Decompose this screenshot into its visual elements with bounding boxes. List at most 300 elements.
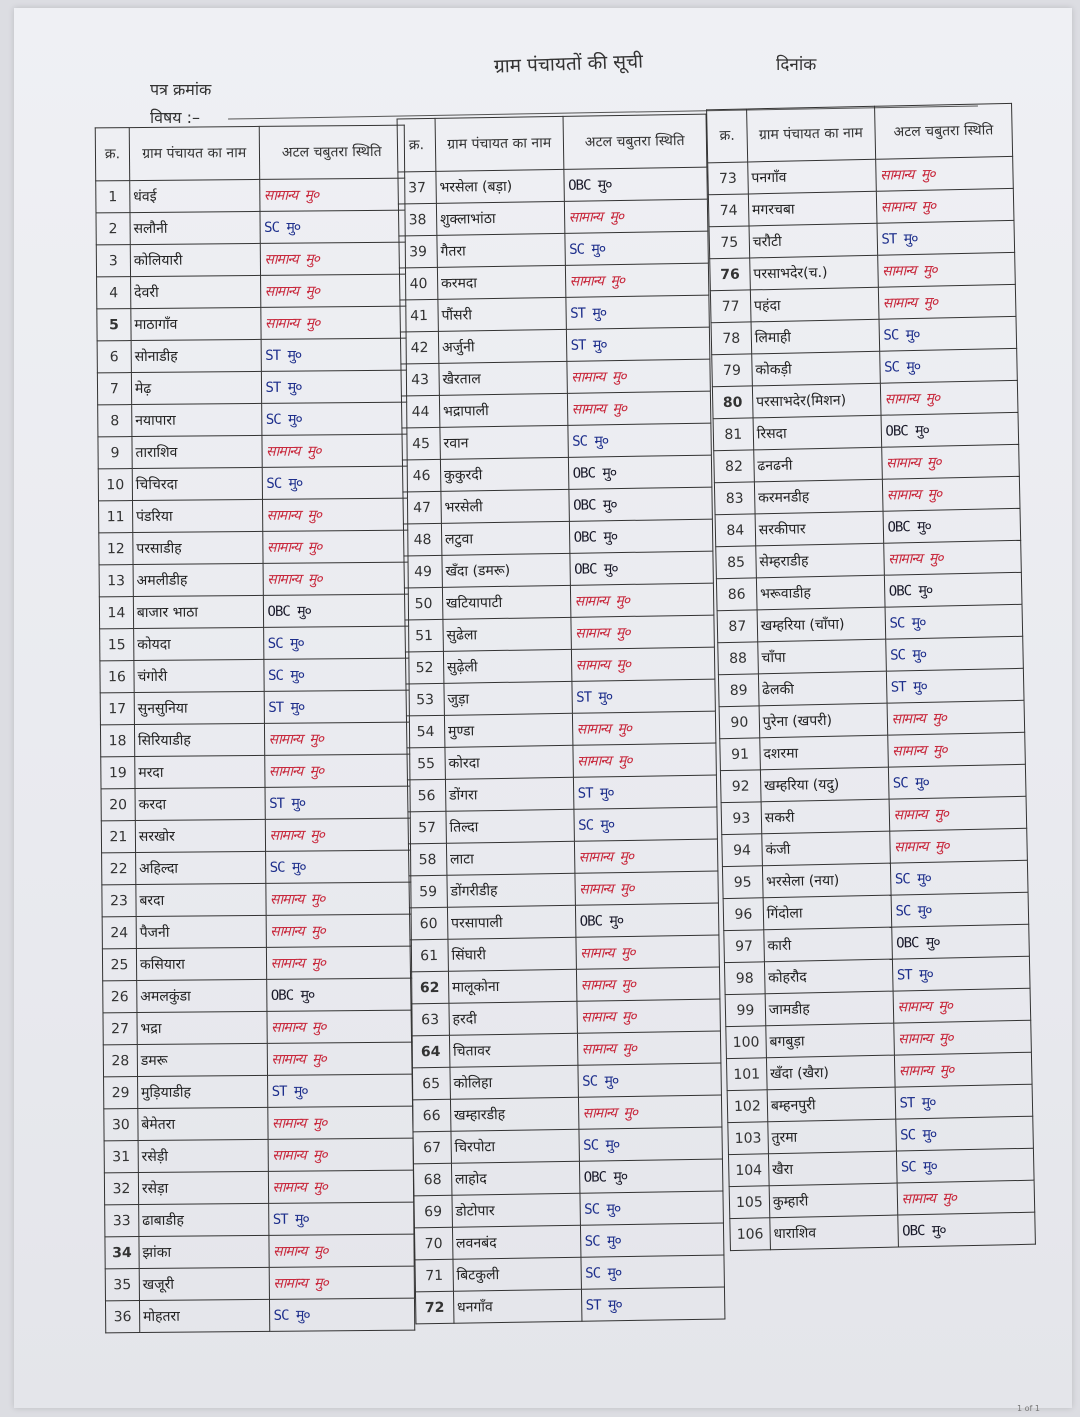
status-cell: SC मु० [261, 402, 407, 435]
status-cell: SC मु० [890, 860, 1028, 895]
status-cell: सामान्य मु० [578, 1095, 722, 1129]
status-cell: सामान्य मु० [887, 700, 1025, 735]
serial-cell: 35 [105, 1269, 139, 1301]
serial-cell: 87 [717, 610, 758, 643]
status-cell: SC मु० [567, 423, 711, 457]
panchayat-name-cell: लवनबंद [452, 1225, 580, 1259]
table-row [401, 359, 710, 396]
status-cell: OBC मु० [884, 572, 1022, 607]
panchayat-name-cell: भद्रा [137, 1011, 267, 1044]
serial-cell: 26 [103, 981, 137, 1013]
panchayat-name-cell: परसाडीह [133, 531, 263, 564]
panchayat-name-cell: भरसेला (बड़ा) [436, 169, 564, 203]
panchayat-name-cell: सिंघारी [448, 937, 576, 971]
panchayat-name-cell: खम्हरिया (चाँपा) [757, 607, 885, 642]
status-cell: ST मु० [892, 956, 1030, 991]
status-cell: ST मु० [566, 327, 710, 361]
status-cell: सामान्य मु० [266, 1010, 412, 1043]
panchayat-name-cell: मरदा [135, 755, 265, 788]
status-cell: सामान्य मु० [889, 796, 1027, 831]
table-row [415, 1255, 724, 1292]
panchayat-name-cell: मुड़ियाडीह [137, 1075, 267, 1108]
panchayat-name-cell: खम्हारडीह [450, 1097, 578, 1131]
table-row [100, 626, 409, 661]
panchayat-name-cell: डोंगरा [445, 777, 573, 811]
serial-cell: 31 [104, 1141, 138, 1173]
name-header: ग्राम पंचायत का नाम [129, 126, 259, 180]
panchayat-name-cell: माठागाँव [131, 307, 261, 340]
status-cell: SC मु० [269, 1298, 415, 1331]
status-cell: सामान्य मु० [893, 1020, 1031, 1055]
table-row [105, 1298, 414, 1333]
table-row [99, 498, 408, 533]
table-row [102, 850, 411, 885]
panchayat-name-cell: कोकड़ी [752, 351, 880, 386]
panchayat-name-cell: भरसेली [441, 489, 569, 523]
panchayat-name-cell: बेमेतरा [138, 1107, 268, 1140]
name-header: ग्राम पंचायत का नाम [435, 116, 563, 171]
serial-cell: 8 [98, 405, 132, 437]
serial-cell: 68 [413, 1163, 451, 1196]
table-row [103, 978, 412, 1013]
serial-cell: 21 [101, 821, 135, 853]
table-row [400, 327, 709, 364]
table-row [404, 583, 713, 620]
panchayat-name-cell: लाटा [446, 841, 574, 875]
status-cell: ST मु० [261, 370, 407, 403]
panchayat-name-cell: मगरचबा [748, 191, 876, 226]
status-cell: सामान्य मु० [268, 1138, 414, 1171]
table-row [105, 1234, 414, 1269]
status-cell: सामान्य मु० [576, 967, 720, 1001]
serial-cell: 62 [410, 971, 448, 1004]
panchayat-table-2 [397, 114, 726, 1325]
serial-cell: 45 [402, 427, 440, 460]
table-row [97, 274, 406, 309]
serial-cell: 4 [97, 277, 131, 309]
table-row [410, 935, 719, 972]
status-cell: सामान्य मु० [267, 1042, 413, 1075]
serial-cell: 19 [101, 757, 135, 789]
serial-cell: 81 [713, 418, 754, 451]
table-row [97, 306, 406, 341]
status-cell: सामान्य मु० [875, 156, 1013, 191]
serial-cell: 16 [100, 661, 134, 693]
table-row [411, 1031, 720, 1068]
table-row [407, 743, 716, 780]
status-cell: SC मु० [891, 892, 1029, 927]
table-row [398, 199, 707, 236]
status-cell: सामान्य मु० [877, 252, 1015, 287]
serial-cell: 99 [725, 994, 766, 1027]
panchayat-name-cell: करमनडीह [754, 479, 882, 514]
status-cell: ST मु० [264, 690, 410, 723]
serial-cell: 3 [96, 245, 130, 277]
table-row [100, 690, 409, 725]
panchayat-name-cell: सुढेला [443, 617, 571, 651]
panchayat-name-cell: गिंदोला [763, 895, 891, 930]
table-row [102, 946, 411, 981]
status-cell: सामान्य मु० [570, 583, 714, 617]
table-row [105, 1202, 414, 1237]
status-cell: OBC मु० [568, 455, 712, 489]
serial-cell: 106 [730, 1218, 771, 1251]
status-cell: सामान्य मु० [570, 615, 714, 649]
panchayat-name-cell: चितावर [449, 1033, 577, 1067]
serial-cell: 55 [407, 747, 445, 780]
panchayat-name-cell: भद्रापाली [439, 393, 567, 427]
table-row [409, 903, 718, 940]
serial-cell: 43 [401, 363, 439, 396]
table-row [399, 263, 708, 300]
table-row [105, 1266, 414, 1301]
table-row [98, 434, 407, 469]
panchayat-table-3 [706, 103, 1036, 1251]
status-cell: सामान्य मु० [894, 1052, 1032, 1087]
status-cell: सामान्य मु० [566, 359, 710, 393]
status-cell: SC मु० [580, 1255, 724, 1289]
serial-cell: 34 [105, 1237, 139, 1269]
table-row [730, 1212, 1036, 1250]
status-cell: SC मु० [888, 764, 1026, 799]
serial-cell: 20 [101, 789, 135, 821]
panchayat-name-cell: मेढ़ [131, 371, 261, 404]
table-row [412, 1095, 721, 1132]
panchayat-name-cell: रिसदा [753, 415, 881, 450]
table-row [408, 839, 717, 876]
status-cell: OBC मु० [575, 903, 719, 937]
serial-cell: 91 [720, 738, 761, 771]
table-row [399, 231, 708, 268]
status-cell: सामान्य मु० [880, 380, 1018, 415]
status-cell: सामान्य मु० [882, 476, 1020, 511]
panchayat-name-cell: कसियारा [136, 947, 266, 980]
serial-cell: 44 [401, 395, 439, 428]
table-row [406, 711, 715, 748]
table-row [414, 1223, 723, 1260]
panchayat-name-cell: डमरू [137, 1043, 267, 1076]
table-row [413, 1127, 722, 1164]
panchayat-name-cell: तुरमा [768, 1119, 896, 1154]
panchayat-name-cell: रसेड़ा [138, 1171, 268, 1204]
status-cell: सामान्य मु० [575, 935, 719, 969]
panchayat-name-cell: बाजार भाठा [133, 595, 263, 628]
status-header: अटल चबुतरा स्थिति [259, 125, 405, 179]
serial-cell: 29 [104, 1077, 138, 1109]
status-cell: सामान्य मु० [881, 444, 1019, 479]
serial-cell: 82 [714, 450, 755, 483]
panchayat-name-cell: मोहतरा [139, 1299, 269, 1332]
panchayat-name-cell: धनगाँव [453, 1289, 581, 1323]
table-row [402, 423, 711, 460]
serial-cell: 64 [411, 1035, 449, 1068]
serial-cell: 67 [413, 1131, 451, 1164]
serial-cell: 40 [399, 267, 437, 300]
serial-cell: 103 [728, 1122, 769, 1155]
panchayat-name-cell: कुम्हारी [769, 1183, 897, 1218]
serial-cell: 104 [728, 1154, 769, 1187]
panchayat-name-cell: लिमाही [751, 319, 879, 354]
panchayat-name-cell: दशरमा [760, 735, 888, 770]
panchayat-name-cell: रवान [440, 425, 568, 459]
status-cell: सामान्य मु० [567, 391, 711, 425]
table-row [104, 1138, 413, 1173]
serial-cell: 95 [722, 866, 763, 899]
serial-cell: 59 [409, 875, 447, 908]
table-row [103, 1042, 412, 1077]
serial-cell: 25 [102, 949, 136, 981]
status-cell: SC मु० [573, 807, 717, 841]
status-cell: OBC मु० [568, 487, 712, 521]
status-cell: सामान्य मु० [261, 434, 407, 467]
serial-cell: 28 [103, 1045, 137, 1077]
panchayat-name-cell: देवरी [130, 275, 260, 308]
serial-header: क्र. [707, 109, 748, 163]
table-row [104, 1106, 413, 1141]
status-cell: सामान्य मु० [572, 743, 716, 777]
serial-cell: 51 [405, 619, 443, 652]
table-row [405, 615, 714, 652]
serial-cell: 41 [400, 299, 438, 332]
serial-cell: 14 [99, 597, 133, 629]
serial-cell: 70 [414, 1227, 452, 1260]
panchayat-name-cell: गैतरा [437, 233, 565, 267]
status-cell: सामान्य मु० [267, 1106, 413, 1139]
serial-cell: 13 [99, 565, 133, 597]
status-cell: सामान्य मु० [571, 647, 715, 681]
panchayat-name-cell: चरौटी [749, 223, 877, 258]
serial-cell: 93 [721, 802, 762, 835]
status-cell: SC मु० [263, 658, 409, 691]
table-row [403, 487, 712, 524]
panchayat-name-cell: अमलीडीह [133, 563, 263, 596]
panchayat-name-cell: भरूवाडीह [756, 575, 884, 610]
table-row [407, 775, 716, 812]
table-row [98, 466, 407, 501]
panchayat-name-cell: लटुवा [441, 521, 569, 555]
status-cell: OBC मु० [891, 924, 1029, 959]
status-cell: सामान्य मु० [268, 1170, 414, 1203]
status-cell: सामान्य मु० [564, 199, 708, 233]
serial-cell: 73 [708, 162, 749, 195]
serial-cell: 61 [410, 939, 448, 972]
serial-cell: 1 [96, 181, 130, 213]
status-cell: सामान्य मु० [262, 530, 408, 563]
panchayat-name-cell: कोहरौद [764, 959, 892, 994]
serial-header: क्र. [95, 128, 129, 181]
panchayat-name-cell: ढेलकी [758, 671, 886, 706]
serial-cell: 6 [97, 341, 131, 373]
serial-cell: 100 [726, 1026, 767, 1059]
serial-cell: 69 [414, 1195, 452, 1228]
status-header: अटल चबुतरा स्थिति [563, 114, 707, 169]
table-row [100, 658, 409, 693]
status-cell: सामान्य मु० [897, 1180, 1035, 1215]
panchayat-name-cell: सकरी [761, 799, 889, 834]
panchayat-name-cell: खटियापाटी [442, 585, 570, 619]
panchayat-name-cell: खजूरी [139, 1267, 269, 1300]
serial-cell: 76 [710, 258, 751, 291]
serial-cell: 80 [712, 386, 753, 419]
panchayat-name-cell: पहंदा [750, 287, 878, 322]
panchayat-name-cell: कुकुरदी [440, 457, 568, 491]
serial-cell: 98 [724, 962, 765, 995]
status-cell: SC मु० [259, 210, 405, 243]
serial-cell: 9 [98, 437, 132, 469]
panchayat-name-cell: नयापारा [132, 403, 262, 436]
status-cell: सामान्य मु० [889, 828, 1027, 863]
status-cell: सामान्य मु० [574, 871, 718, 905]
serial-cell: 37 [398, 171, 436, 204]
serial-cell: 50 [404, 587, 442, 620]
status-cell: सामान्य मु० [260, 274, 406, 307]
status-cell: ST मु० [261, 338, 407, 371]
panchayat-name-cell: सरखोर [135, 819, 265, 852]
serial-header: क्र. [397, 118, 436, 172]
panchayat-name-cell: डोटोपार [452, 1193, 580, 1227]
serial-cell: 38 [398, 203, 436, 236]
panchayat-name-cell: सेम्हराडीह [756, 543, 884, 578]
serial-cell: 102 [727, 1090, 768, 1123]
table-row [411, 999, 720, 1036]
status-cell: SC मु० [265, 850, 411, 883]
table-row [96, 178, 405, 213]
status-cell: सामान्य मु० [572, 711, 716, 745]
serial-cell: 77 [710, 290, 751, 323]
serial-cell: 101 [726, 1058, 767, 1091]
panchayat-name-cell: करदा [135, 787, 265, 820]
panchayat-name-cell: कोलिहा [450, 1065, 578, 1099]
status-cell: SC मु० [896, 1148, 1034, 1183]
serial-cell: 33 [105, 1205, 139, 1237]
panchayat-name-cell: अमलकुंडा [137, 979, 267, 1012]
status-cell: ST मु० [268, 1202, 414, 1235]
serial-cell: 78 [711, 322, 752, 355]
date-label: दिनांक [776, 55, 817, 75]
panchayat-name-cell: अर्जुनी [438, 329, 566, 363]
table-row [96, 210, 405, 245]
serial-cell: 49 [404, 555, 442, 588]
panchayat-name-cell: कोलियारी [130, 243, 260, 276]
page-number: 1 of 1 [1017, 1404, 1040, 1413]
panchayat-name-cell: पंडरिया [132, 499, 262, 532]
panchayat-name-cell: परसापाली [447, 905, 575, 939]
serial-cell: 56 [407, 779, 445, 812]
status-cell: SC मु० [577, 1063, 721, 1097]
serial-cell: 58 [408, 843, 446, 876]
status-cell: OBC मु० [881, 412, 1019, 447]
serial-cell: 66 [412, 1099, 450, 1132]
serial-cell: 85 [716, 546, 757, 579]
serial-cell: 52 [405, 651, 443, 684]
status-cell: सामान्य मु० [266, 946, 412, 979]
table-row [410, 967, 719, 1004]
status-cell: ST मु० [565, 295, 709, 329]
serial-cell: 32 [104, 1173, 138, 1205]
table-row [409, 871, 718, 908]
panchayat-name-cell: लाहोद [451, 1161, 579, 1195]
serial-cell: 86 [716, 578, 757, 611]
serial-cell: 54 [406, 715, 444, 748]
status-cell: SC मु० [879, 348, 1017, 383]
panchayat-name-cell: जामडीह [765, 991, 893, 1026]
serial-cell: 72 [415, 1291, 453, 1324]
status-cell: OBC मु० [883, 508, 1021, 543]
status-cell: OBC मु० [569, 519, 713, 553]
panchayat-name-cell: सरकीपार [755, 511, 883, 546]
serial-cell: 83 [714, 482, 755, 515]
serial-cell: 84 [715, 514, 756, 547]
panchayat-name-cell: पनगाँव [748, 159, 876, 194]
panchayat-name-cell: कोयदा [134, 627, 264, 660]
letter-number-label: पत्र क्रमांक [150, 80, 212, 99]
status-cell: सामान्य मु० [876, 188, 1014, 223]
status-cell: सामान्य मु० [263, 562, 409, 595]
panchayat-name-cell: पैजनी [136, 915, 266, 948]
serial-cell: 23 [102, 885, 136, 917]
panchayat-name-cell: मुण्डा [444, 713, 572, 747]
table-row [99, 594, 408, 629]
status-cell: SC मु० [579, 1191, 723, 1225]
panchayat-name-cell: पुरेना (खपरी) [759, 703, 887, 738]
status-cell: ST मु० [895, 1084, 1033, 1119]
table-row [97, 338, 406, 373]
status-cell: SC मु० [263, 626, 409, 659]
serial-cell: 79 [712, 354, 753, 387]
panchayat-name-cell: कंजी [762, 831, 890, 866]
serial-cell: 12 [99, 533, 133, 565]
status-cell: सामान्य मु० [565, 263, 709, 297]
table-row [402, 455, 711, 492]
serial-cell: 88 [718, 642, 759, 675]
panchayat-name-cell: कारी [764, 927, 892, 962]
table-row [104, 1170, 413, 1205]
panchayat-name-cell: सोनाडीह [131, 339, 261, 372]
serial-cell: 27 [103, 1013, 137, 1045]
panchayat-name-cell: हरदी [449, 1001, 577, 1035]
table-row [405, 647, 714, 684]
serial-cell: 92 [720, 770, 761, 803]
serial-cell: 42 [400, 331, 438, 364]
serial-cell: 65 [412, 1067, 450, 1100]
status-cell: SC मु० [580, 1223, 724, 1257]
table-row [98, 402, 407, 437]
status-cell: ST मु० [571, 679, 715, 713]
serial-cell: 89 [718, 674, 759, 707]
status-cell: SC मु० [879, 316, 1017, 351]
name-header: ग्राम पंचायत का नाम [746, 106, 875, 162]
serial-cell: 11 [99, 501, 133, 533]
document-title: ग्राम पंचायतों की सूची [493, 50, 644, 78]
panchayat-name-cell: सुढ़ेली [443, 649, 571, 683]
panchayat-name-cell: भरसेला (नया) [762, 863, 890, 898]
status-cell: ST मु० [581, 1287, 725, 1321]
panchayat-name-cell: धंवई [130, 179, 260, 212]
serial-cell: 96 [723, 898, 764, 931]
serial-cell: 94 [722, 834, 763, 867]
status-cell: ST मु० [877, 220, 1015, 255]
panchayat-name-cell: बम्हनपुरी [767, 1087, 895, 1122]
status-cell: सामान्य मु० [259, 178, 405, 211]
table-row [99, 562, 408, 597]
table-row [97, 370, 406, 405]
table-row [401, 391, 710, 428]
status-cell: SC मु० [564, 231, 708, 265]
panchayat-name-cell: डोंगरीडीह [447, 873, 575, 907]
serial-cell: 74 [708, 194, 749, 227]
panchayat-name-cell: बरदा [136, 883, 266, 916]
status-cell: सामान्य मु० [269, 1266, 415, 1299]
